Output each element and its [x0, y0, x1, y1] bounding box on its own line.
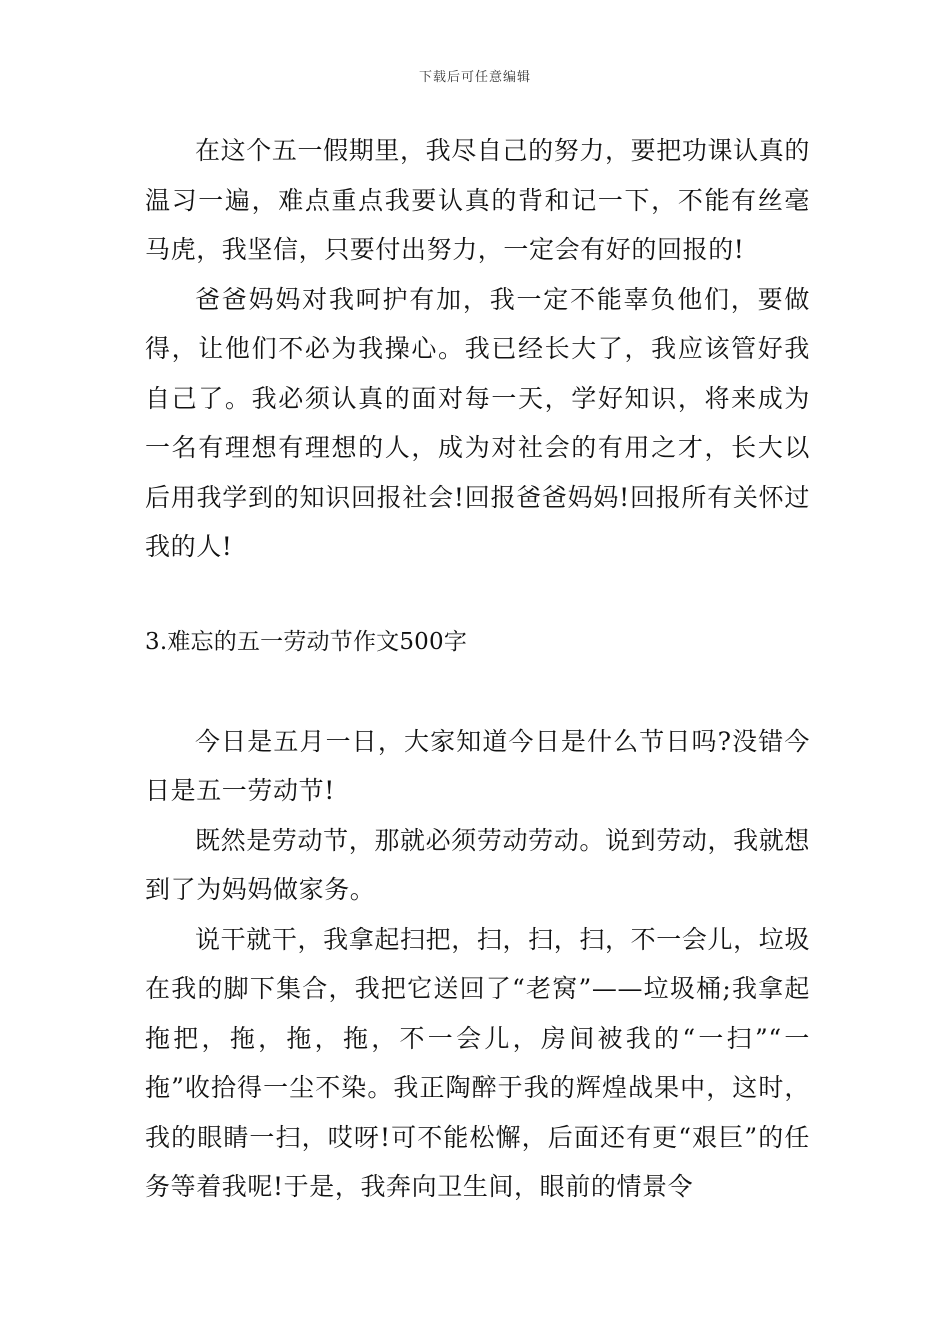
- section-heading: 3.难忘的五一劳动节作文500字: [145, 628, 468, 655]
- spacer: [145, 667, 810, 717]
- paragraph: 说干就干，我拿起扫把，扫，扫，扫，不一会儿，垃圾在我的脚下集合，我把它送回了“老窝”——垃圾桶;我拿起拖把，拖，拖，拖，不一会儿，房间被我的“一扫”“一拖”收拾得一尘不染。我正陶醉于我的辉煌战果中，这时，我的眼睛一扫，哎呀!可不能松懈，后面还有更“艰巨”的任务等着我呢!于是，我奔向卫生间，眼前的情景令: [145, 924, 810, 1201]
- paragraph: 既然是劳动节，那就必须劳动劳动。说到劳动，我就想到了为妈妈做家务。: [145, 825, 810, 904]
- paragraph: 爸爸妈妈对我呵护有加，我一定不能辜负他们，要做得，让他们不必为我操心。我已经长大了，我应该管好我自己了。我必须认真的面对每一天，学好知识，将来成为一名有理想有理想的人，成为对社会的有用之才，长大以后用我学到的知识回报社会!回报爸爸妈妈!回报所有关怀过我的人!: [145, 284, 810, 561]
- paragraph: 在这个五一假期里，我尽自己的努力，要把功课认真的温习一遍，难点重点我要认真的背和记一下，不能有丝毫马虎，我坚信，只要付出努力，一定会有好的回报的!: [145, 136, 810, 264]
- document-body: [145, 126, 810, 1212]
- page-header-note: 下载后可任意编辑: [418, 70, 531, 85]
- paragraph: 今日是五月一日，大家知道今日是什么节日吗?没错今日是五一劳动节!: [145, 726, 810, 805]
- spacer: [145, 572, 810, 618]
